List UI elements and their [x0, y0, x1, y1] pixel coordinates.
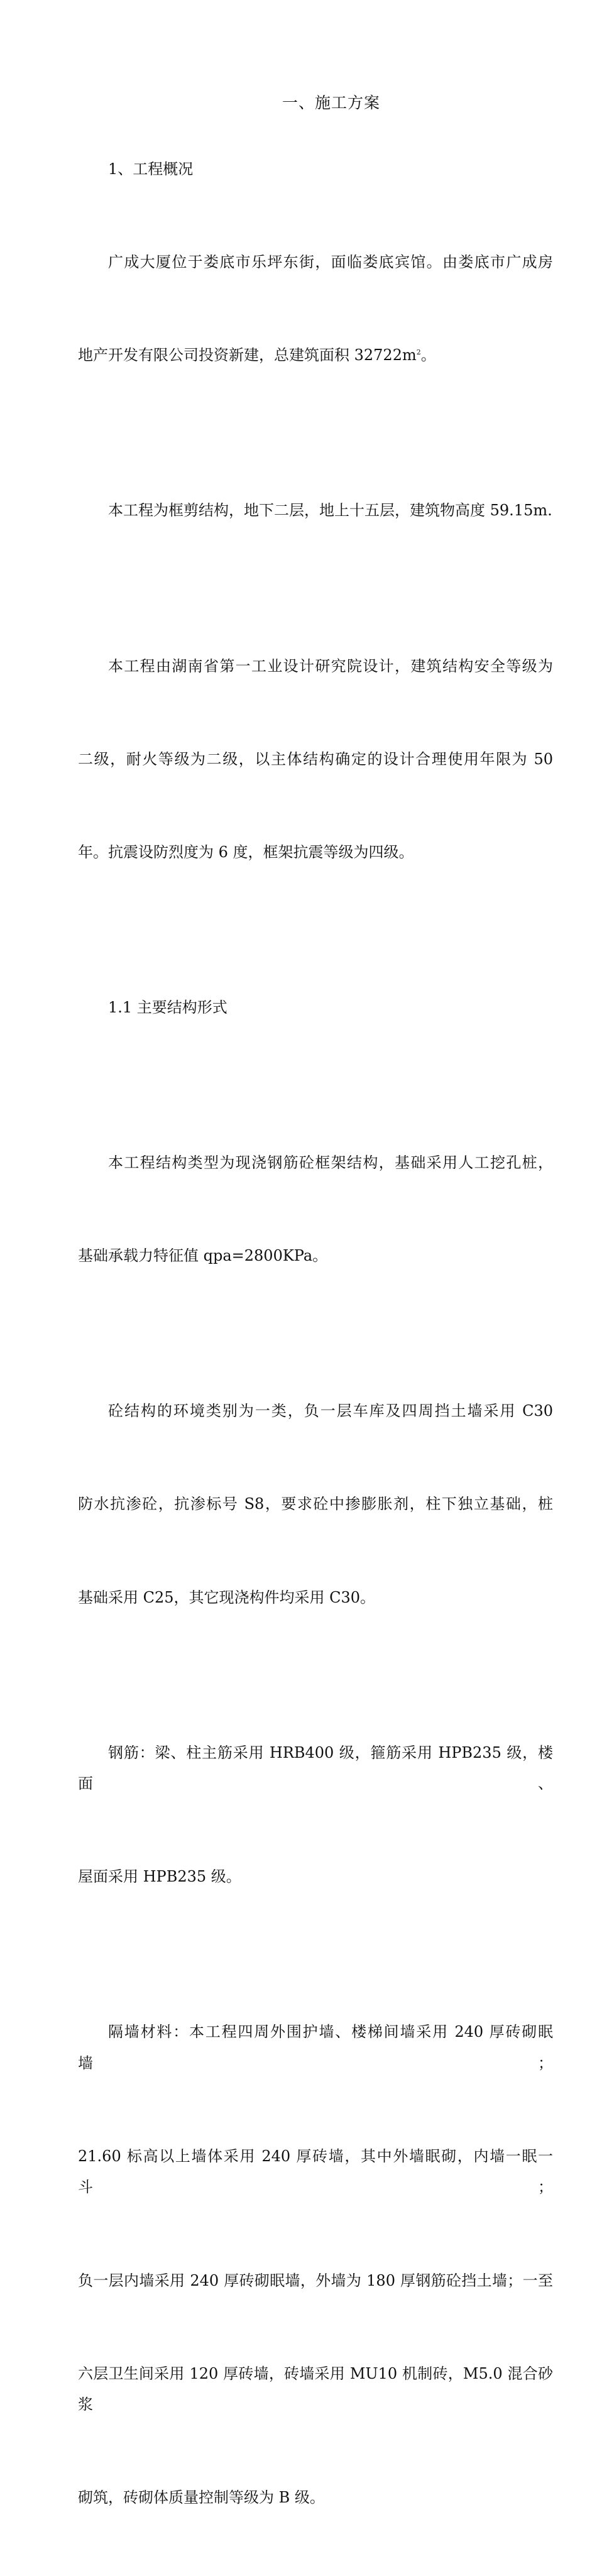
- paragraph-rebar: [78, 1675, 553, 1955]
- text-line: 负一层内墙采用 240 厚砖砌眠墙，外墙为 180 厚钢筋砼挡土墙；一至: [78, 2271, 553, 2289]
- paragraph-partition-walls: [78, 1955, 553, 2576]
- text-line: 钢筋：梁、柱主筋采用 HRB400 级，箍筋采用 HPB235 级，楼面、: [78, 1743, 553, 1793]
- text-line: 砌筑，砖砌体质量控制等级为 B 级。: [78, 2489, 325, 2507]
- text-line: 砼结构的环境类别为一类，负一层车库及四周挡土墙采用 C30: [108, 1402, 553, 1420]
- text-line: 广成大厦位于娄底市乐坪东街，面临娄底宾馆。由娄底市广成房: [108, 253, 553, 271]
- text-line: 本工程由湖南省第一工业设计研究院设计，建筑结构安全等级为: [108, 657, 553, 675]
- paragraph-foundation: [78, 1085, 553, 1334]
- text-line: 1.1 主要结构形式: [108, 998, 227, 1016]
- page-title: 一、施工方案: [282, 94, 380, 112]
- text-line: 本工程结构类型为现浇钢筋砼框架结构，基础采用人工挖孔桩，: [108, 1154, 553, 1171]
- text-line: 基础采用 C25，其它现浇构件均采用 C30。: [78, 1588, 376, 1606]
- text-line: 二级，耐火等级为二级，以主体结构确定的设计合理使用年限为 50: [78, 750, 553, 768]
- paragraph-structure-type: [78, 434, 553, 589]
- paragraph-concrete: [78, 1334, 553, 1675]
- text-line: 隔墙材料：本工程四周外围护墙、楼梯间墙采用 240 厚砖砌眠墙；: [78, 2023, 553, 2072]
- section-heading: 1、工程概况: [108, 160, 194, 178]
- document-body: [78, 154, 553, 2576]
- paragraph-project-location: [78, 185, 553, 433]
- subsection-heading: [78, 930, 553, 1085]
- text-line: 地产开发有限公司投资新建，总建筑面积 $32722m^2$。: [78, 346, 436, 364]
- text-line: 屋面采用 HPB235 级。: [78, 1868, 241, 1886]
- paragraph-design-institute: [78, 589, 553, 930]
- text-line: 防水抗渗砼，抗渗标号 S8，要求砼中掺膨胀剂，柱下独立基础，桩: [78, 1495, 553, 1513]
- text-line: 基础承载力特征值 qpa=2800KPa。: [78, 1247, 328, 1265]
- text-line: 六层卫生间采用 120 厚砖墙，砖墙采用 MU10 机制砖，M5.0 混合砂浆: [78, 2364, 553, 2414]
- text-line: 本工程为框剪结构，地下二层，地上十五层，建筑物高度 59.15m.: [108, 501, 552, 520]
- text-line: 年。抗震设防烈度为 6 度，框架抗震等级为四级。: [78, 843, 414, 861]
- superscript-unit: 2: [416, 348, 421, 357]
- text-line: 21.60 标高以上墙体采用 240 厚砖墙，其中外墙眠砌，内墙一眠一斗；: [78, 2147, 553, 2196]
